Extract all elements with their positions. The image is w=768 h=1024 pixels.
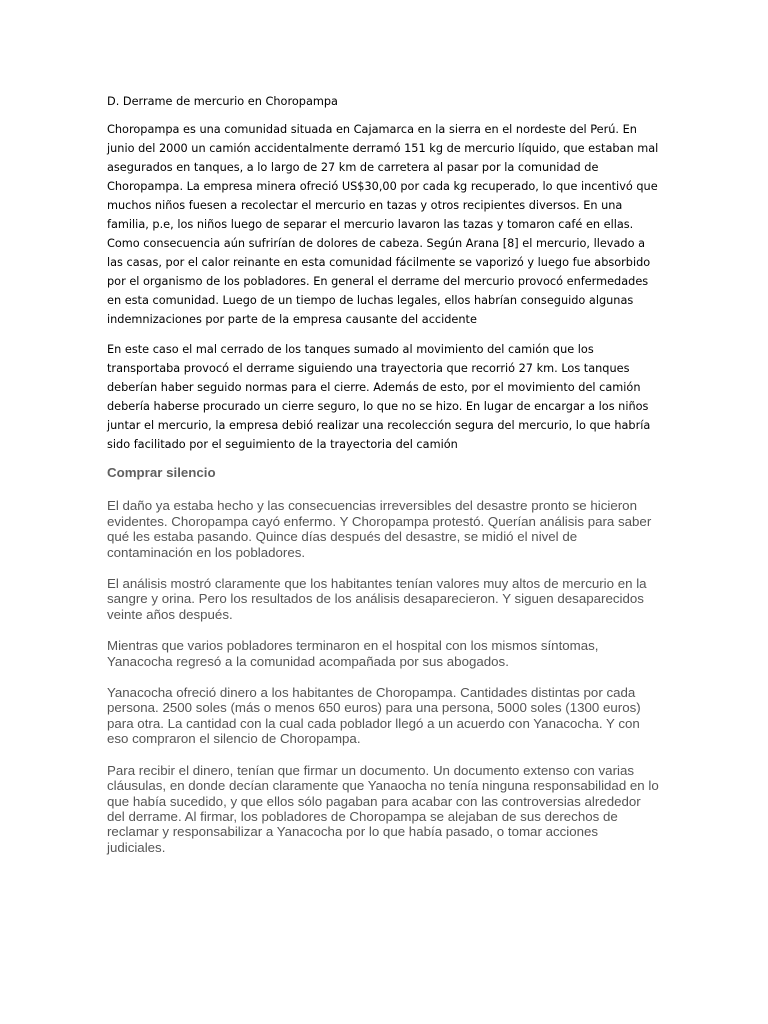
section-heading-buy-silence: Comprar silencio xyxy=(107,465,216,480)
document-page xyxy=(107,92,659,871)
section-mercury-spill xyxy=(107,92,659,454)
section-buy-silence xyxy=(107,465,659,855)
paragraph: Mientras que varios pobladores terminaron en el hospital con los mismos síntomas, Yanacocha regresó a la comunidad acompañada por sus abogados. xyxy=(107,638,599,669)
paragraph: Choropampa es una comunidad situada en Cajamarca en la sierra en el nordeste del Perú. En junio del 2000 un camión accidentalmente derramó 151 kg de mercurio líquido, que estaban mal asegurados en tanques, a lo largo de 27 km de carretera al pasar por la comunidad de Choropampa. La empresa minera ofreció US$30,00 por cada kg recuperado, lo que incentivó que muchos niños fuesen a recolectar el mercurio en tazas y otros recipientes diversos. En una familia, p.e, los niños luego de separar el mercurio lavaron las tazas y tomaron café en ellas. Como consecuencia aún sufrirían de dolores de cabeza. Según Arana [8] el mercurio, llevado a las casas, por el calor reinante en esta comunidad fácilmente se vaporizó y luego fue absorbido por el organismo de los pobladores. En general el derrame del mercurio provocó enfermedades en esta comunidad. Luego de un tiempo de luchas legales, ellos habrían conseguido algunas indemnizaciones por parte de la empresa causante del accidente xyxy=(107,123,659,326)
paragraph: El daño ya estaba hecho y las consecuencias irreversibles del desastre pronto se hicieron evidentes. Choropampa cayó enfermo. Y Choropampa protestó. Querían análisis para saber qué les estaba pasando. Quince días después del desastre, se midió el nivel de contaminación en los pobladores. xyxy=(107,498,652,560)
paragraph: Para recibir el dinero, tenían que firmar un documento. Un documento extenso con varias cláusulas, en donde decían claramente que Yanaocha no tenía ninguna responsabilidad en lo que había sucedido, y que ellos sólo pagaban para acabar con las controversias alrededor del derrame. Al firmar, los pobladores de Choropampa se alejaban de sus derechos de reclamar y responsabilizar a Yanacocha por lo que había pasado, o tomar acciones judiciales. xyxy=(107,762,659,855)
paragraph: El análisis mostró claramente que los habitantes tenían valores muy altos de mercurio en la sangre y orina. Pero los resultados de los análisis desaparecieron. Y siguen desaparecidos veinte años después. xyxy=(107,576,647,622)
paragraph: Yanacocha ofreció dinero a los habitantes de Choropampa. Cantidades distintas por cada persona. 2500 soles (más o menos 650 euros) para una persona, 5000 soles (1300 euros) para otra. La cantidad con la cual cada poblador llegó a un acuerdo con Yanacocha. Y con eso compraron el silencio de Choropampa. xyxy=(107,685,641,747)
section-heading-mercury-spill: D. Derrame de mercurio en Choropampa xyxy=(107,95,338,108)
paragraph: En este caso el mal cerrado de los tanques sumado al movimiento del camión que los transportaba provocó el derrame siguiendo una trayectoria que recorrió 27 km. Los tanques deberían haber seguido normas para el cierre. Además de esto, por el movimiento del camión debería haberse procurado un cierre seguro, lo que no se hizo. En lugar de encargar a los niños juntar el mercurio, la empresa debió realizar una recolección segura del mercurio, lo que habría sido facilitado por el seguimiento de la trayectoria del camión xyxy=(107,343,651,451)
